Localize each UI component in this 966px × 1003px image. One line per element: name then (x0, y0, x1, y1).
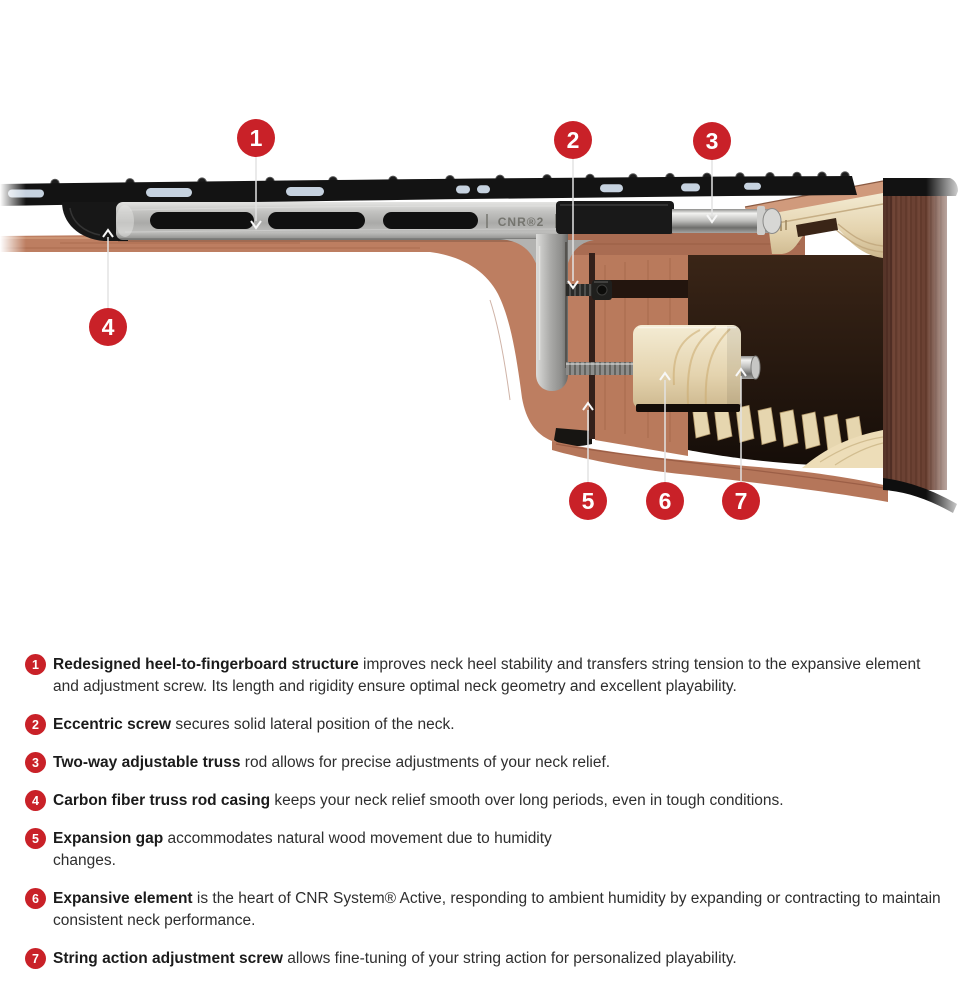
svg-text:2: 2 (566, 127, 580, 153)
svg-text:5: 5 (581, 488, 595, 514)
svg-text:6: 6 (658, 488, 672, 514)
legend-item-text: String action adjustment screw allows fine-tuning of your string action for personalized playability. (53, 950, 737, 967)
truss-rod (672, 206, 781, 235)
legend-item (25, 790, 941, 812)
legend-item (25, 888, 941, 932)
casing-stamp-text: CNR®2 (497, 215, 545, 229)
right-fade (926, 160, 966, 526)
legend-item-text: Expansive element is the heart of CNR System® Active, responding to ambient humidity by expanding or contracting to maintain consistent neck performance. (53, 890, 941, 929)
aluminum-casing (116, 202, 562, 242)
string-action-screw (566, 362, 636, 375)
legend-item-text: Redesigned heel-to-fingerboard structure improves neck heel stability and transfers string tension to the expansive element and adjustment screw. Its length and rigidity ensure optimal neck geometry and excellent playability. (53, 656, 921, 695)
neck-wood (0, 232, 590, 443)
expansive-element (633, 325, 741, 412)
legend-item (25, 948, 941, 970)
screw-channel (600, 280, 688, 298)
svg-text:3: 3 (705, 128, 719, 154)
legend-item-number-badge: 2 (25, 714, 46, 735)
legend-item-number-badge: 3 (25, 752, 46, 773)
legend-item (25, 828, 941, 872)
svg-text:4: 4 (101, 314, 115, 340)
legend-item-number-badge: 1 (25, 654, 46, 675)
left-fade (0, 168, 26, 264)
legend-item-number-badge: 7 (25, 948, 46, 969)
casing-slots (150, 212, 478, 229)
legend-item (25, 654, 941, 698)
legend-item-number-badge: 5 (25, 828, 46, 849)
body-soffit (556, 233, 805, 255)
legend-item (25, 752, 941, 774)
legend-item-text: Carbon fiber truss rod casing keeps your neck relief smooth over long periods, even in tough conditions. (53, 792, 784, 809)
action-screw-head (741, 356, 760, 379)
legend-item-text: Expansion gap accommodates natural wood movement due to humidity changes. (53, 830, 552, 869)
callout-3 (693, 122, 731, 222)
legend-item-number-badge: 6 (25, 888, 46, 909)
legend-item-text: Eccentric screw secures solid lateral position of the neck. (53, 716, 455, 733)
svg-text:1: 1 (249, 125, 263, 151)
svg-text:7: 7 (734, 488, 748, 514)
legend (0, 654, 966, 970)
legend-item-text: Two-way adjustable truss rod allows for precise adjustments of your neck relief. (53, 754, 611, 771)
legend-item-number-badge: 4 (25, 790, 46, 811)
legend-item (25, 714, 941, 736)
